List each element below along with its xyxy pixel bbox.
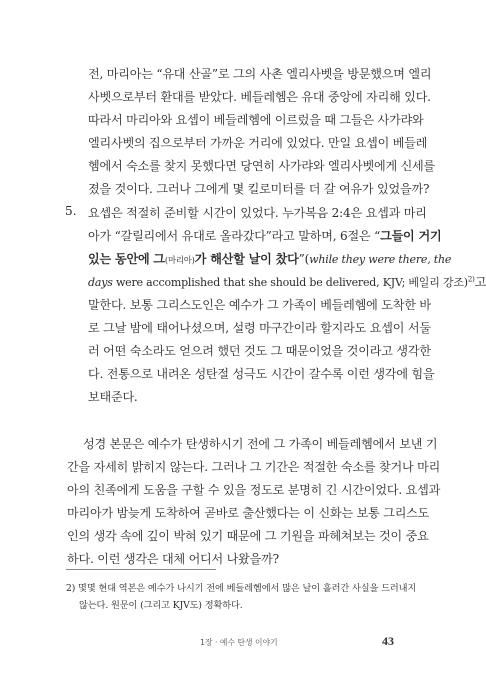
footnote-ref[interactable]: 2) [467,275,475,284]
paragraph-line: 인의 생각 속에 깊이 박혀 있기 때문에 그 기원을 파헤쳐보는 것이 중요 [67,529,429,543]
running-title: 1장 · 예수 탄생 이야기 [200,638,278,647]
item-text: ”( [298,252,310,266]
item-line: 다. 전통으로 내려온 성탄절 성극도 시간이 갈수록 이런 생각에 힘을 [88,367,435,381]
footnote-divider [66,569,216,570]
paragraph-line: 마리아가 밤늦게 도착하여 곧바로 출산했다는 이 신화는 보통 그리스도 [67,506,430,520]
item-line [88,273,486,290]
intro-line: 헴에서 숙소를 찾지 못했다면 당연히 사가랴와 엘리사벳에게 신세를 [88,159,436,173]
item-line: 요셉은 적절히 준비할 시간이 있었다. 누가복음 2:4은 요셉과 마리 [88,206,427,220]
emphasis-text: 그들이 거기 [380,229,442,243]
paragraph-line: 하다. 이런 생각은 대체 어디서 나왔을까? [67,552,279,566]
item-line [88,227,442,244]
paragraph-line: 간을 자세히 밝히지 않는다. 그러나 그 기간은 적절한 숙소를 찾거나 마리 [67,460,441,474]
intro-line: 따라서 마리아와 요셉이 베들레헴에 이르렀을 때 그들은 사가랴와 [88,113,424,127]
footnote-line: 않는다. 원문이 (그리고 KJV도) 정확하다. [79,600,243,611]
paragraph-line: 성경 본문은 예수가 탄생하시기 전에 그 가족이 베들레헴에서 보낸 기 [83,437,438,451]
emphasis-text: 있는 동안에 그 [88,252,165,266]
intro-line: 졌을 것이다. 그러나 그에게 몇 킬로미터를 더 갈 여유가 있었을까? [88,182,430,196]
item-text: 고 [474,275,486,289]
intro-line: 전, 마리아는 “유대 산골”로 그의 사촌 엘리사벳을 방문했으며 엘리 [88,67,432,81]
item-line: 로 그날 밤에 태어나셨으며, 설령 마구간이라 할지라도 요셉이 서둘 [88,321,431,335]
intro-line: 엘리사벳의 집으로부터 가까운 거리에 있었다. 만일 요셉이 베들레 [88,136,428,150]
quoted-kjv-text: days [88,276,113,289]
intro-line: 사벳으로부터 환대를 받았다. 베들레헴은 유대 중앙에 자리해 있다. [88,90,431,104]
item-line: 러 어떤 숙소라도 얻으려 했던 것도 그 때문이었을 것이라고 생각한 [88,344,431,358]
item-number: 5. [65,204,77,218]
item-text: 아가 “갈릴리에서 유대로 올라갔다”라고 말하며, 6절은 “ [88,229,381,243]
parenthetical-note: (마리아) [164,255,195,265]
item-line [88,250,451,267]
footnote-line: 2) 몇몇 현대 역본은 예수가 나시기 전에 베들레헴에서 많은 날이 흘러간 사실을 드러내지 [66,583,417,594]
quoted-kjv-text: while they were there, the [309,253,452,266]
item-line: 보태준다. [88,390,138,404]
page-number: 43 [382,634,394,648]
paragraph-line: 아의 친족에게 도움을 구할 수 있을 정도로 분명히 긴 시간이었다. 요셉과 [67,483,441,497]
item-text: were accomplished that she should be delivered, KJV; 베일리 강조) [112,276,468,289]
item-line: 말한다. 보통 그리스도인은 예수가 그 가족이 베들레헴에 도착한 바 [88,298,431,312]
emphasis-text: 가 해산할 날이 찼다 [194,252,299,266]
